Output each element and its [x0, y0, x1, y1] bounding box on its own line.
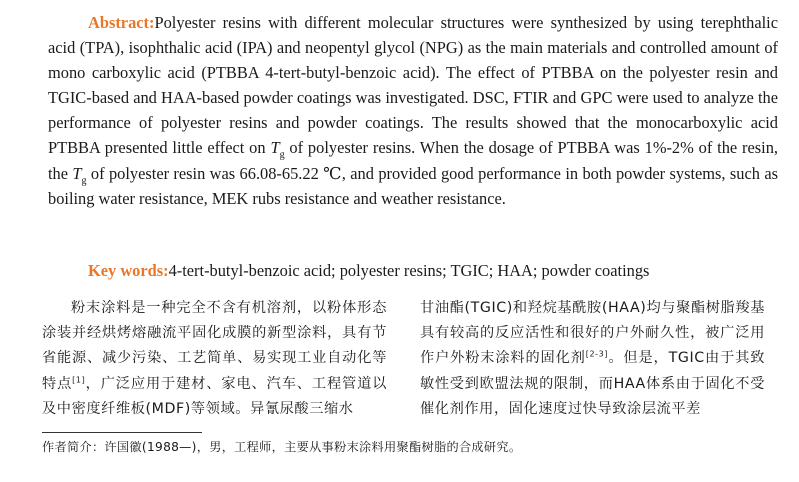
left-text-1: 粉末涂料是一种完全不含有机溶剂，以粉体形态涂装并经烘烤熔融流平固化成膜的新型涂料，具有节省能源、减少污染、工艺简单、易实现工业自动化等特点 — [42, 300, 387, 392]
body-column-right — [420, 296, 765, 422]
tg-symbol: T — [270, 138, 280, 158]
right-ref: [2-3] — [585, 349, 609, 359]
tg-subscript-2: g — [81, 174, 87, 186]
left-ref: [1] — [72, 374, 86, 384]
tg-symbol-2: T — [72, 163, 82, 183]
body-column-left — [42, 296, 387, 422]
right-text-1: 甘油酯(TGIC)和羟烷基酰胺(HAA)均与聚酯树脂羧基具有较高的反应活性和很好的户外耐久性，被广泛用作户外粉末涂料的固化剂 — [420, 300, 765, 367]
abstract-paragraph — [48, 10, 778, 211]
abstract-text-1: Polyester resins with different molecular structures were synthesized by using terephthalic acid (TPA), isophthalic acid (IPA) and neopentyl glycol (NPG) as the main materials and controlled amount of mono carboxylic acid (PTBBA 4-tert-butyl-benzoic acid). The effect of PTBBA on the polyester resin and TGIC-based and HAA-based powder coatings was investigated. DSC, FTIR and GPC were used to analyze the performance of polyester resins and powder coatings. The results showed that the monocarboxylic acid PTBBA presented little effect on — [48, 13, 778, 158]
keywords-text: 4-tert-butyl-benzoic acid; polyester resins; TGIC; HAA; powder coatings — [168, 261, 650, 280]
right-text-2: 。但是，TGIC由于其致敏性受到欧盟法规的限制，而HAA体系由于固化不受催化剂作用，固化速度过快导致涂层流平差 — [420, 350, 766, 417]
tg-subscript: g — [279, 149, 285, 161]
author-footnote: 作者简介：许国徽(1988—)，男，工程师，主要从事粉末涂料用聚酯树脂的合成研究。 — [42, 440, 522, 454]
abstract-label: Abstract: — [88, 13, 155, 32]
keywords-label: Key words: — [88, 261, 169, 280]
left-text-2: ，广泛应用于建材、家电、汽车、工程管道以及中密度纤维板(MDF)等领域。异氰尿酸三缩水 — [42, 375, 387, 417]
footnote-rule — [42, 432, 202, 433]
abstract-text-3: of polyester resin was 66.08-65.22 ℃, and provided good performance in both powder systems, such as boiling water resistance, MEK rubs resistance and weather resistance. — [48, 163, 778, 208]
abstract-text-2: of polyester resins. When the dosage of PTBBA was 1%-2% of the resin, the — [48, 138, 778, 183]
keywords-line — [88, 258, 788, 283]
